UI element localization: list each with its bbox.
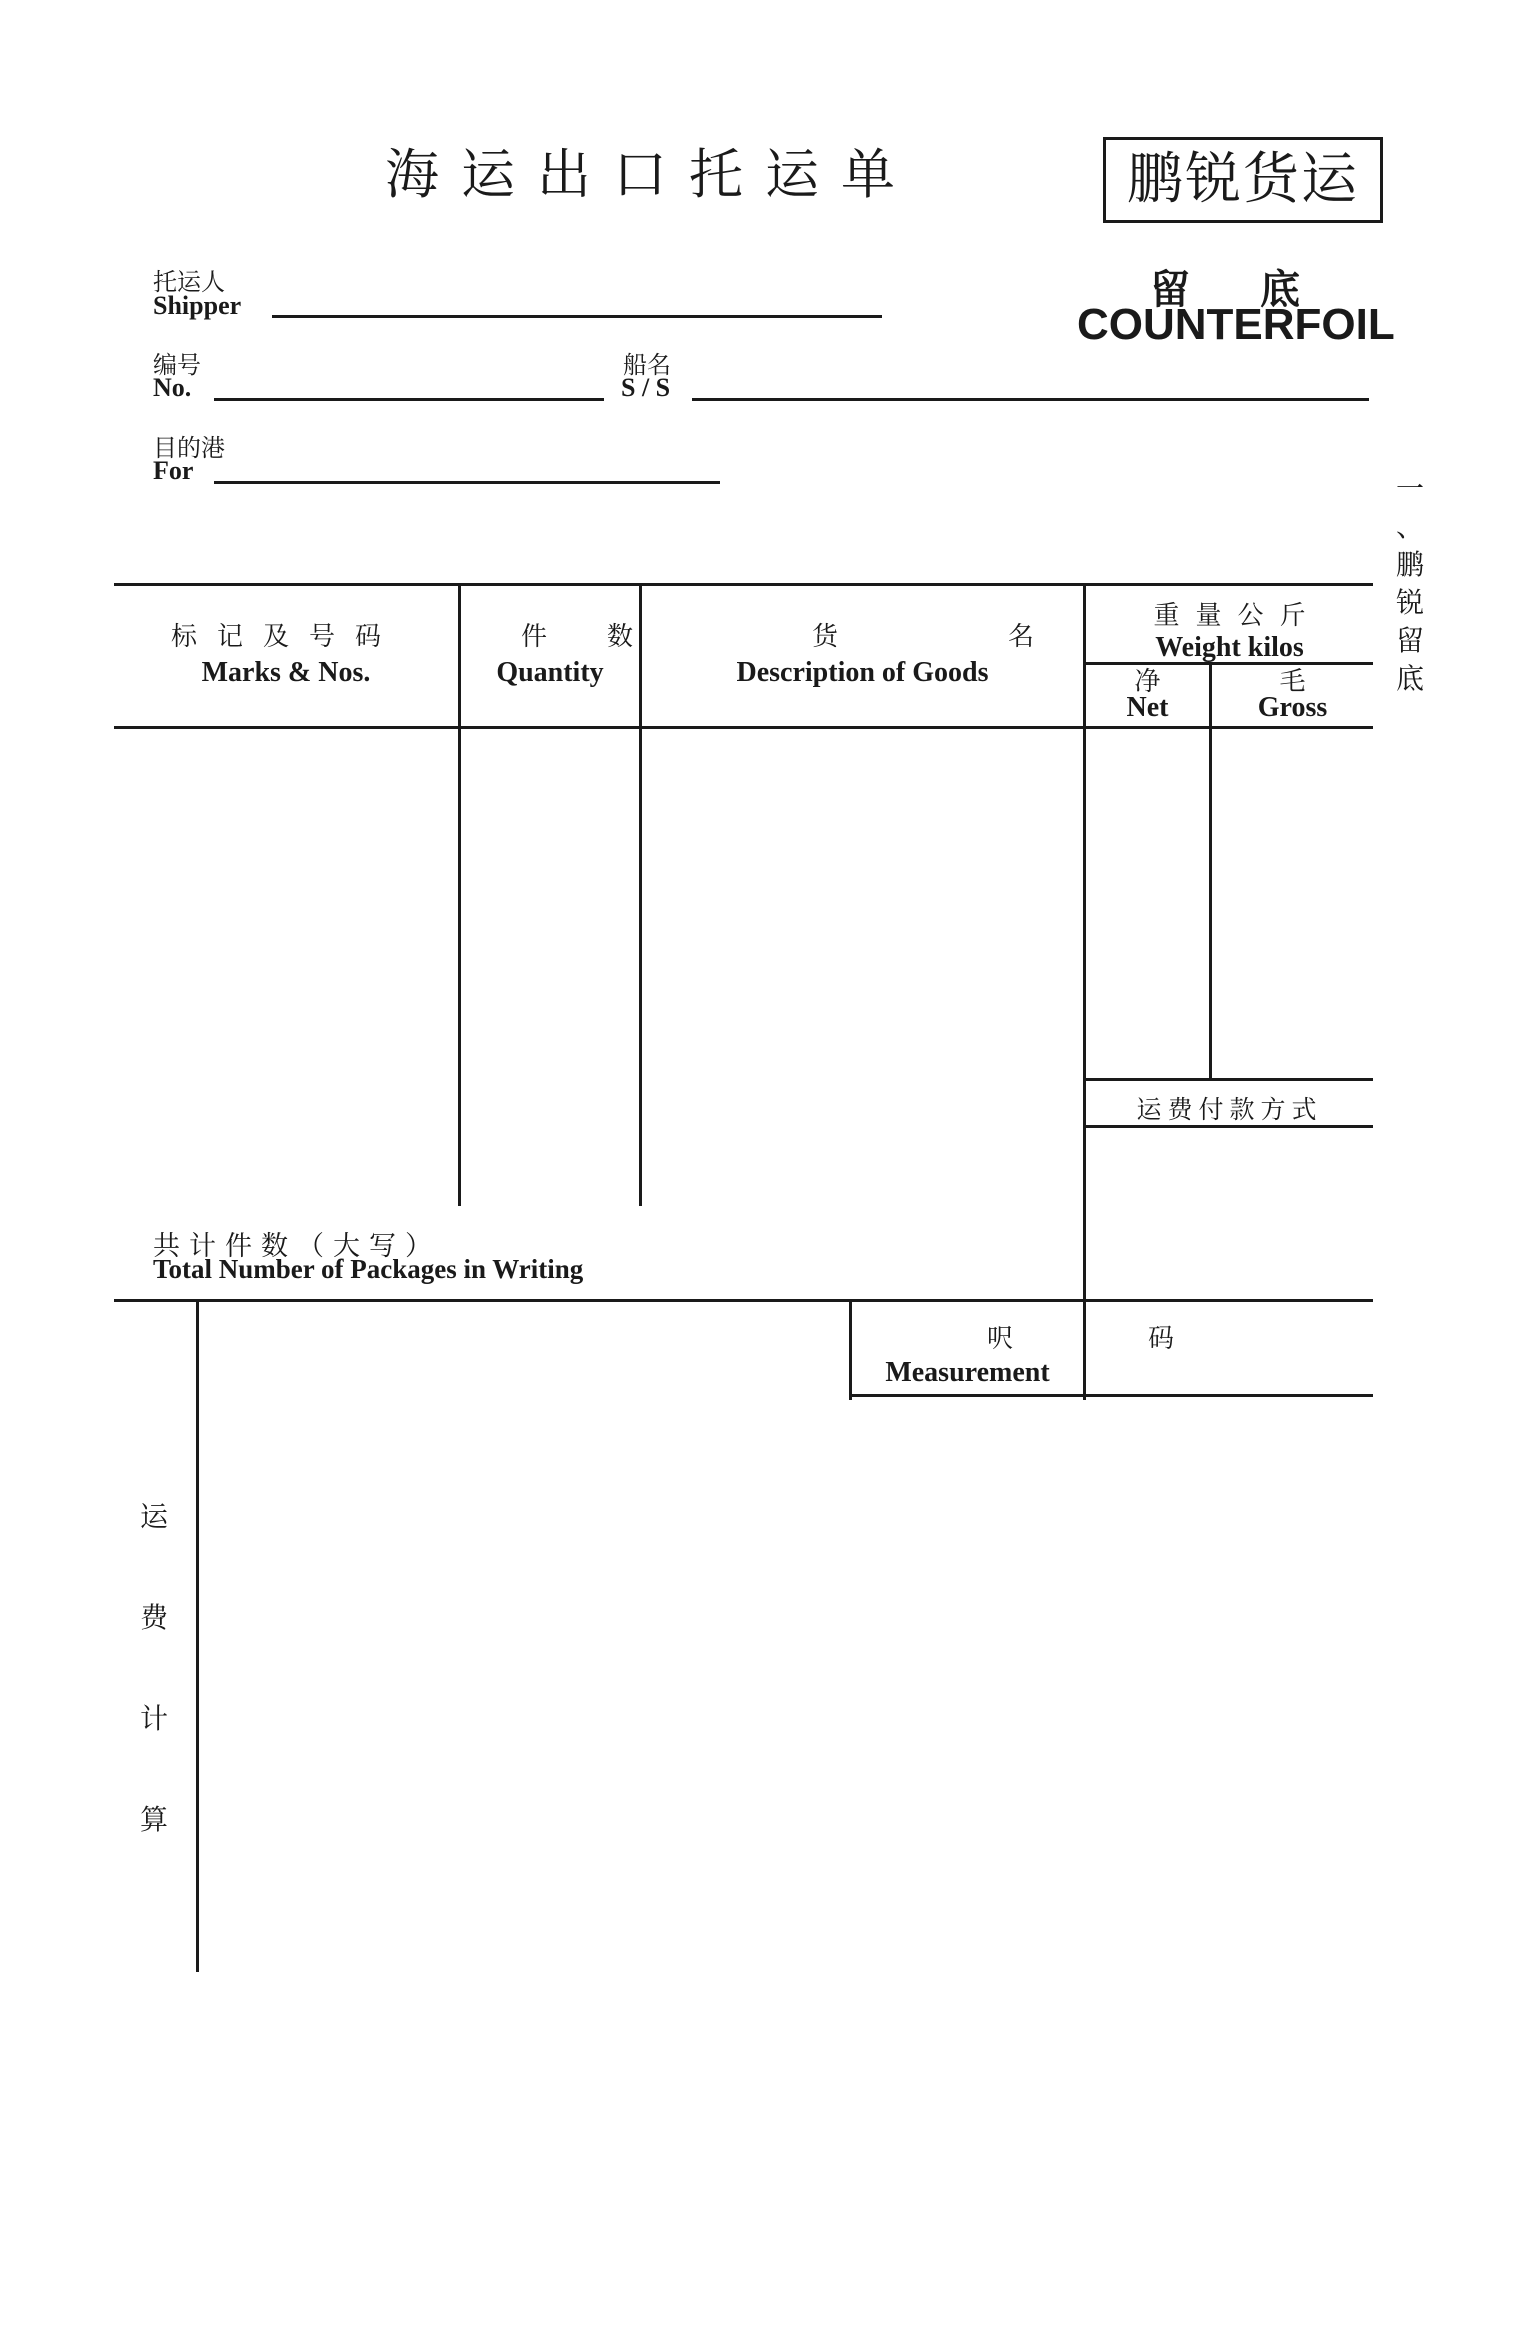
freight-calc-char: 计 bbox=[140, 1702, 169, 1735]
destination-field[interactable] bbox=[214, 448, 720, 484]
shipper-label-zh: 托运人 bbox=[153, 268, 225, 296]
vessel-field[interactable] bbox=[692, 365, 1369, 401]
quantity-header bbox=[461, 616, 694, 689]
marks-header bbox=[114, 616, 458, 689]
destination-label-zh: 目的港 bbox=[153, 434, 225, 462]
gross-header bbox=[1212, 669, 1373, 721]
net-header-en: Net bbox=[1126, 692, 1169, 723]
side-note-char: 鹏 bbox=[1395, 548, 1424, 581]
shipper-field[interactable] bbox=[272, 282, 882, 318]
vessel-label-zh: 船名 bbox=[623, 351, 671, 379]
payment-top-line bbox=[1083, 1078, 1373, 1081]
weight-header-zh: 重量公斤 bbox=[1153, 601, 1322, 631]
marks-header-zh: 标记及号码 bbox=[170, 622, 401, 652]
quantity-header-zh: 件数 bbox=[521, 622, 694, 652]
number-underline bbox=[214, 398, 604, 401]
freight-calc-divider bbox=[196, 1299, 199, 1972]
marks-header-en: Marks & Nos. bbox=[201, 657, 371, 688]
side-note bbox=[1394, 470, 1426, 698]
number-field[interactable] bbox=[214, 365, 604, 401]
weight-header bbox=[1086, 595, 1373, 664]
shipper-label-en: Shipper bbox=[153, 291, 242, 320]
column-divider-net-gross bbox=[1209, 662, 1212, 1080]
destination-underline bbox=[214, 481, 720, 484]
gross-header-zh: 毛 bbox=[1279, 667, 1306, 697]
freight-calc-char: 算 bbox=[140, 1803, 169, 1836]
shipper-underline bbox=[272, 315, 882, 318]
destination-label-en: For bbox=[153, 456, 194, 485]
counterfoil-zh: 留底 bbox=[1150, 267, 1370, 313]
weight-header-en: Weight kilos bbox=[1155, 632, 1304, 663]
net-header bbox=[1086, 669, 1209, 721]
goods-header-zh: 货名 bbox=[812, 622, 1205, 652]
form-title: 海运出口托运单 bbox=[385, 143, 917, 206]
freight-calc-char: 费 bbox=[140, 1601, 169, 1634]
measurement-header bbox=[852, 1318, 1310, 1389]
vessel-underline bbox=[692, 398, 1369, 401]
payment-method-label: 运费付款方式 bbox=[1136, 1095, 1323, 1124]
measurement-header-zh: 呎码 bbox=[987, 1324, 1310, 1354]
number-label-zh: 编号 bbox=[153, 351, 201, 379]
goods-header bbox=[642, 616, 1205, 689]
side-note-char: 底 bbox=[1395, 662, 1424, 695]
gross-header-en: Gross bbox=[1257, 692, 1328, 723]
goods-header-en: Description of Goods bbox=[736, 657, 989, 688]
measurement-field[interactable] bbox=[1086, 1302, 1373, 1394]
total-label-en: Total Number of Packages in Writing bbox=[153, 1254, 584, 1284]
measurement-bottom-line bbox=[849, 1394, 1373, 1397]
side-note-char: 锐 bbox=[1395, 586, 1424, 619]
table-header-bottom-line bbox=[114, 726, 1373, 729]
quantity-header-en: Quantity bbox=[496, 657, 604, 688]
net-header-zh: 净 bbox=[1134, 667, 1161, 697]
side-note-char: 、 bbox=[1395, 510, 1424, 543]
number-label-en: No. bbox=[153, 373, 192, 402]
side-note-char: 留 bbox=[1395, 624, 1424, 657]
vessel-label-en: S / S bbox=[621, 373, 671, 402]
total-label-zh: 共计件数（大写） bbox=[153, 1231, 441, 1262]
brand-stamp: 鹏锐货运 bbox=[1103, 137, 1383, 223]
side-note-char: 一 bbox=[1395, 472, 1424, 505]
table-top-line bbox=[114, 583, 1373, 586]
freight-calc-char: 运 bbox=[140, 1500, 169, 1533]
measurement-header-en: Measurement bbox=[885, 1357, 1050, 1388]
counterfoil-en: COUNTERFOIL bbox=[1077, 300, 1395, 349]
